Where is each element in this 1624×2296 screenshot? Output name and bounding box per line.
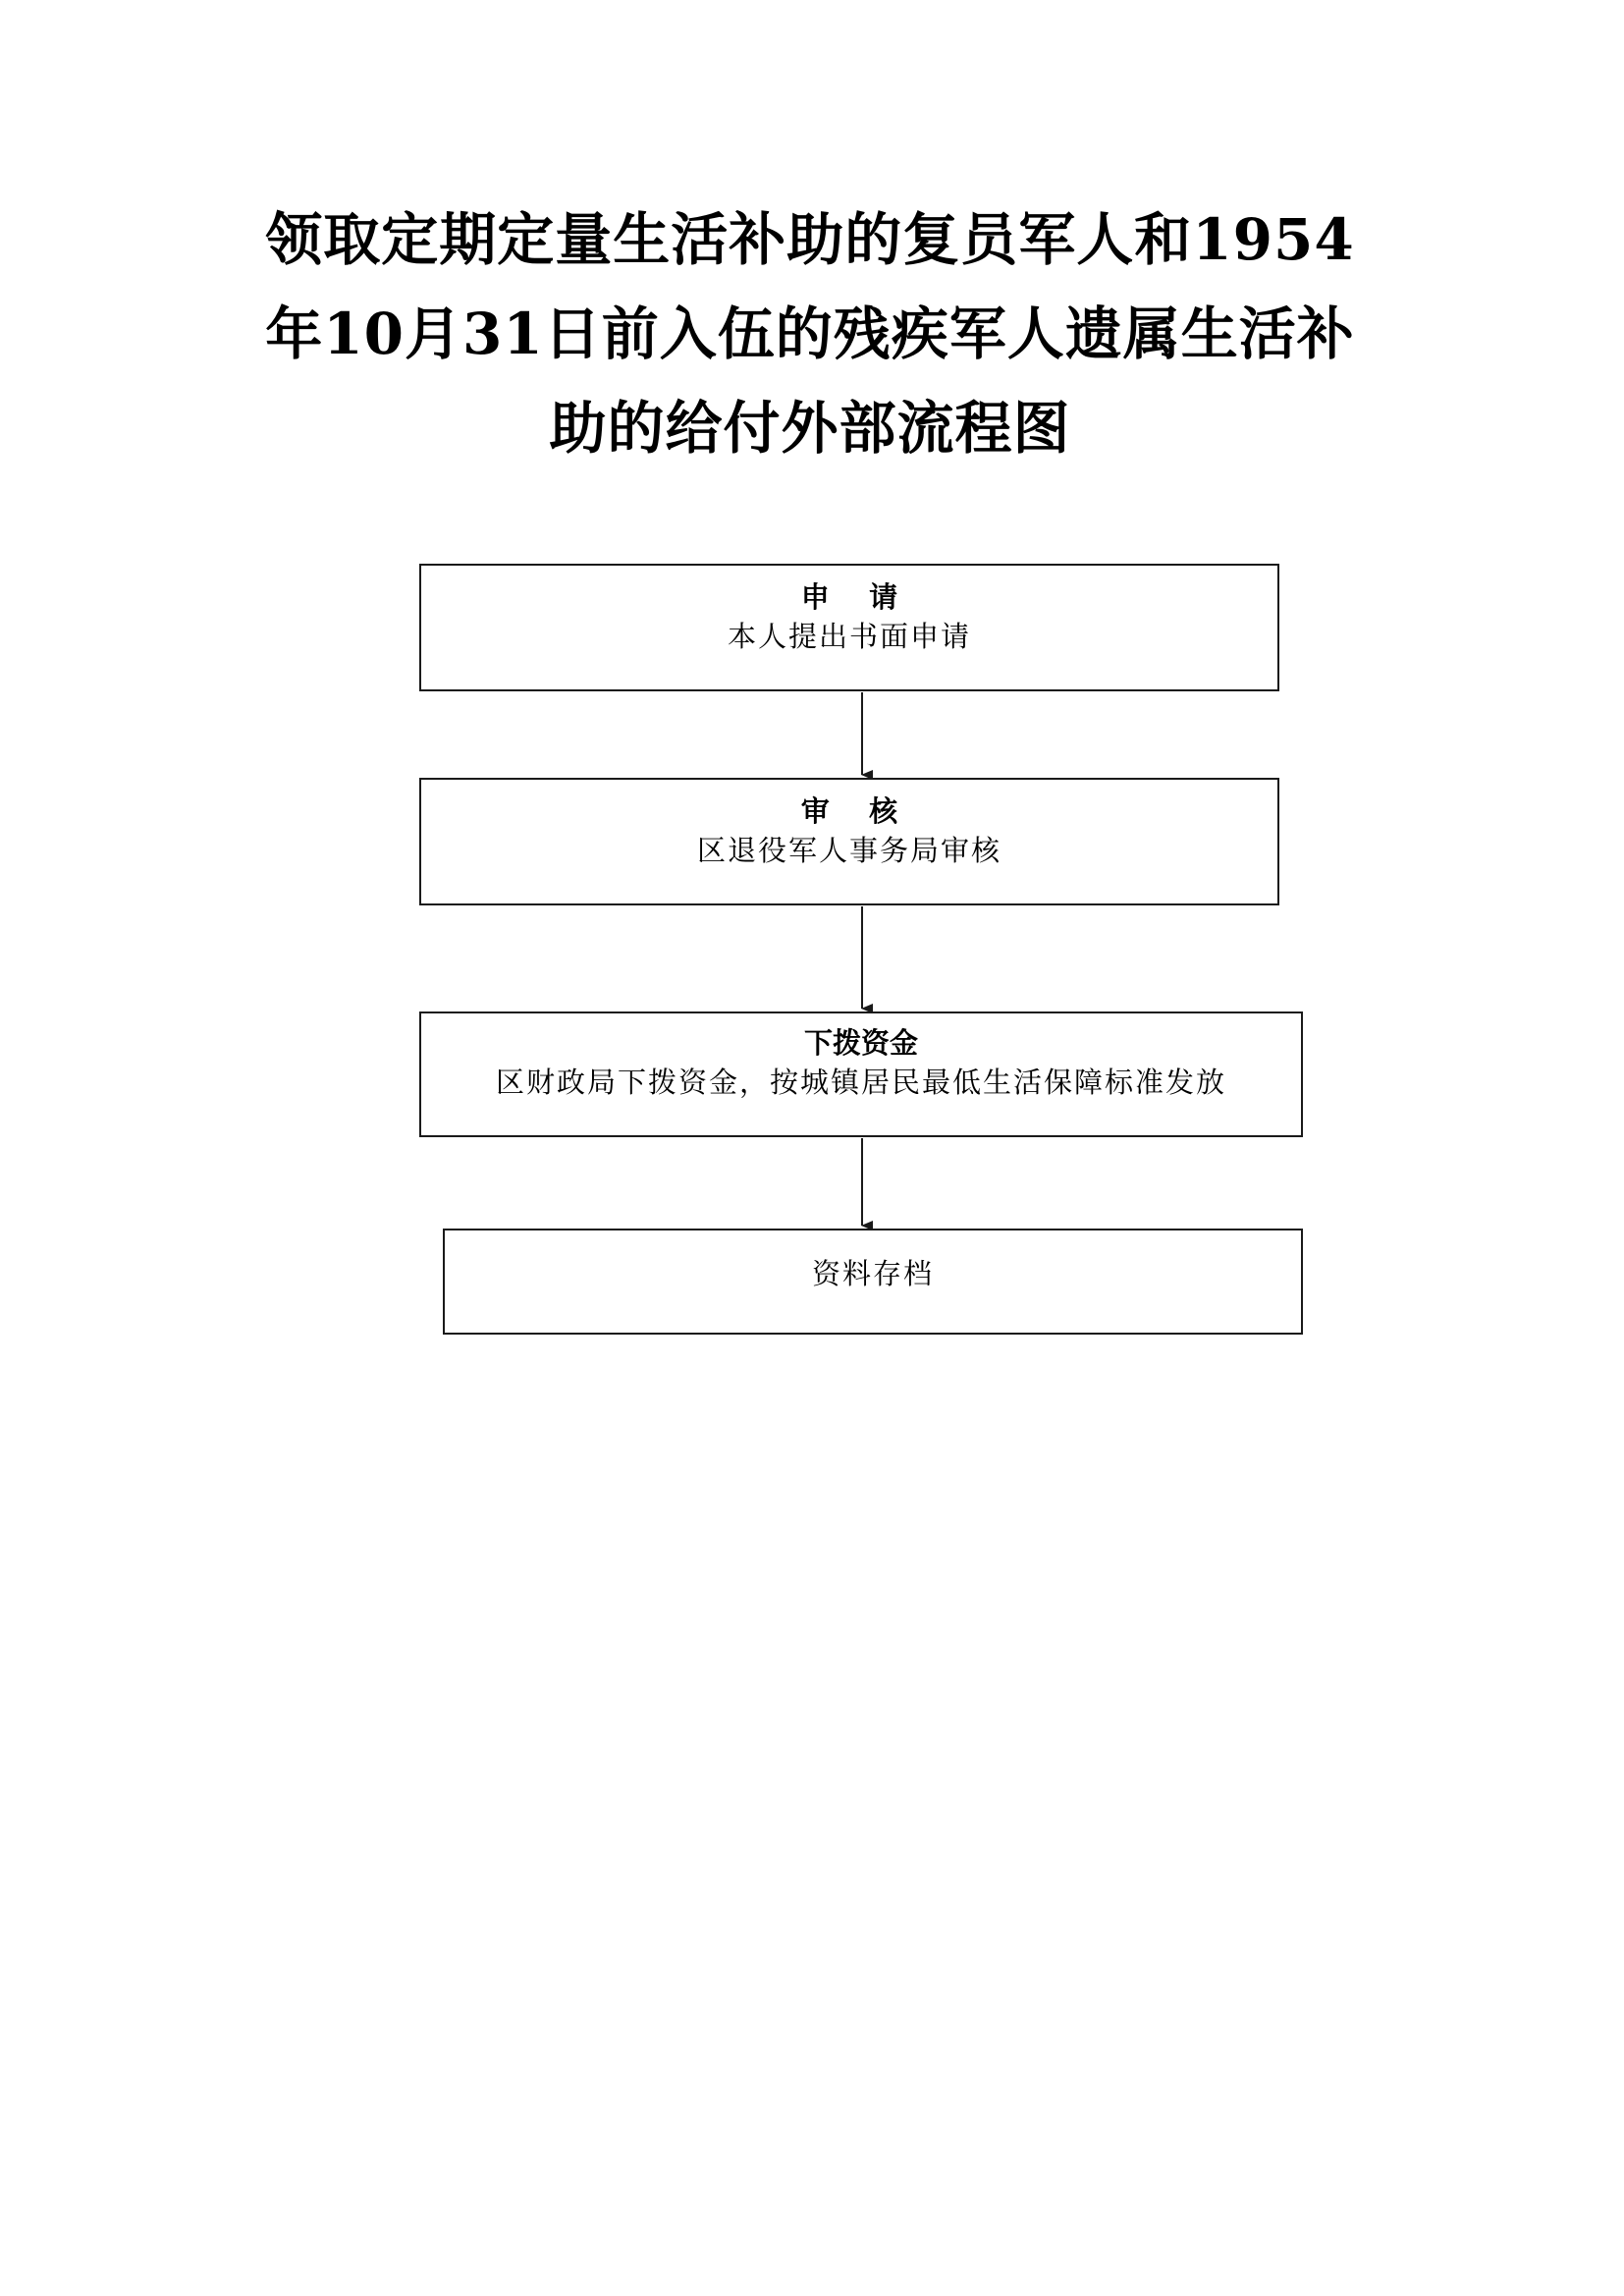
page-title [196,192,1424,475]
flow-node-apply-heading: 申 请 [800,580,898,614]
flow-node-fund-desc: 区财政局下拨资金，按城镇居民最低生活保障标准发放 [495,1066,1226,1099]
flow-node-archive [443,1229,1303,1335]
title-line-1: 领取定期定量生活补助的复员军人和1954 [265,206,1355,273]
title-line-3: 助的给付外部流程图 [549,395,1071,462]
flow-node-review [419,778,1279,905]
flow-node-review-desc: 区退役军人事务局审核 [696,834,1001,867]
flow-node-fund-heading: 下拨资金 [803,1026,918,1060]
flow-node-review-heading: 审 核 [800,794,898,828]
flow-node-fund [419,1011,1303,1137]
flow-node-archive-desc: 资料存档 [811,1257,934,1290]
title-line-2: 年10月31日前入伍的残疾军人遗属生活补 [265,301,1355,367]
flow-node-apply-desc: 本人提出书面申请 [727,620,971,653]
flow-node-apply [419,564,1279,691]
